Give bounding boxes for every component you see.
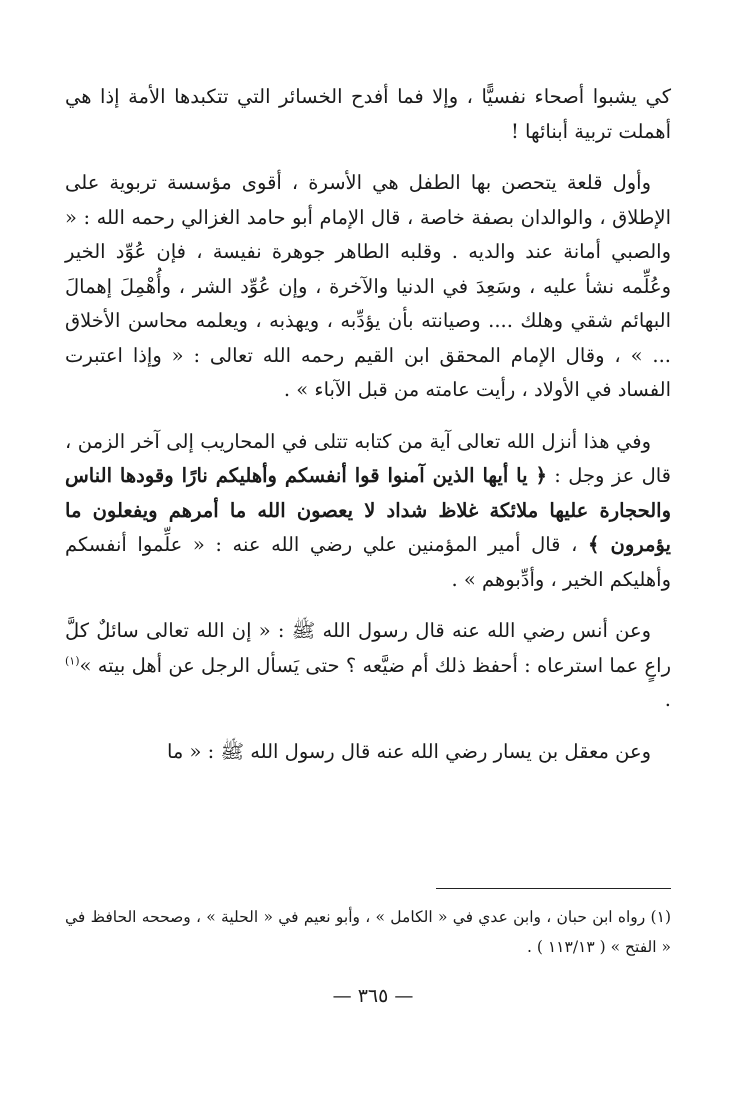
paragraph-3-intro: وفي هذا أنزل الله تعالى آية من كتابه تتلى في المحاريب إلى آخر الزمن ، قال عز وجل :	[65, 429, 671, 487]
paragraph-2: وأول قلعة يتحصن بها الطفل هي الأسرة ، أقوى مؤسسة تربوية على الإطلاق ، والوالدان بصفة خاصة ، قال الإمام أبو حامد الغزالي رحمه الله : « والصبي أمانة عند والديه . وقلبه الطاهر جوهرة نفيسة ، فإن عُوِّد الخير وعُلِّمه نشأ عليه ، وسَعِدَ في الدنيا والآخرة ، وإن عُوِّد الشر ، وأُهْمِلَ إهمالَ البهائم شقي وهلك .... وصيانته بأن يؤدِّبه ، ويهذبه ، ويعلمه محاسن الأخلاق ... » ، وقال الإمام المحقق ابن القيم رحمه الله تعالى : « وإذا اعتبرت الفساد في الأولاد ، رأيت عامته من قبل الآباء » .	[65, 171, 671, 401]
main-text	[65, 80, 671, 786]
paragraph-3-continuation: ، قال أمير المؤمنين علي رضي الله عنه : « علِّموا أنفسكم وأهليكم الخير ، وأدِّبوهم » .	[65, 533, 671, 591]
footnote-reference[interactable]: (١)	[65, 654, 80, 667]
paragraph-3	[65, 425, 671, 598]
paragraph-1: كي يشبوا أصحاء نفسيًّا ، وإلا فما أفدح الخسائر التي تتكبدها الأمة إذا هي أهملت تربية أبنائها !	[65, 85, 671, 143]
paragraph-5: وعن معقل بن يسار رضي الله عنه قال رسول الله ﷺ : « ما	[166, 739, 651, 763]
footnote-text: (١) رواه ابن حبان ، وابن عدي في « الكامل » ، وأبو نعيم في « الحلية » ، وصححه الحافظ في « الفتح » ( ١١٣/١٣ ) .	[65, 908, 671, 956]
page-number: — ٣٦٥ —	[332, 985, 414, 1007]
paragraph-4	[65, 614, 671, 718]
paragraph-4-tail: .	[664, 688, 671, 711]
footnote-divider	[436, 888, 671, 889]
paragraph-4-text: وعن أنس رضي الله عنه قال رسول الله ﷺ : « إن الله تعالى سائلٌ كلَّ راعٍ عما استرعاه : أحفظ ذلك أم ضيَّعه ؟ حتى يَسأل الرجل عن أهل بيته »	[65, 619, 671, 677]
quran-verse: ﴿ يا أيها الذين آمنوا قوا أنفسكم وأهليكم نارًا وقودها الناس والحجارة عليها ملائكة غلاظ شداد لا يعصون الله ما أمرهم ويفعلون ما يؤمرون ﴾	[65, 464, 671, 556]
